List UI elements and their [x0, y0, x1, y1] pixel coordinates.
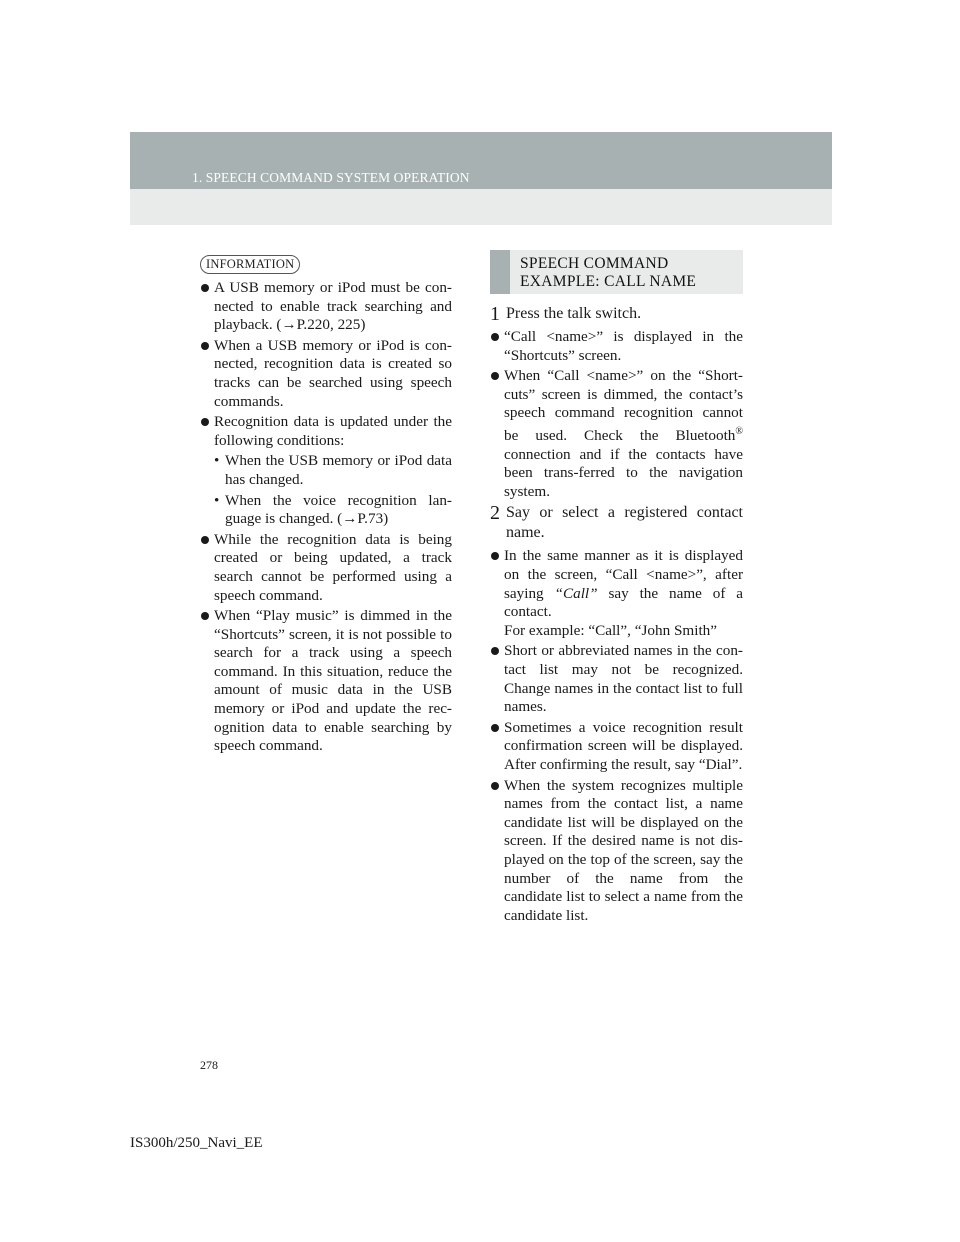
sub-list-item: • When the USB memory or iPod data has changed.: [200, 452, 452, 489]
list-item: Recognition data is updated under the following conditions:: [200, 413, 452, 450]
heading-stripe: [490, 250, 510, 294]
list-item: “Call <name>” is displayed in the “Shortcuts” screen.: [490, 328, 743, 365]
list-item: When “Play music” is dimmed in the “Shortcuts” screen, it is not possible to search for a track using a speech command. In this situation, reduce the amount of music data in the USB memory or iPod and update the rec-ognition data to enable searching by speech command.: [200, 607, 452, 756]
list-item: Sometimes a voice recognition result confirmation screen will be displayed. After confirming the result, say “Dial”.: [490, 719, 743, 775]
header-subband: [130, 189, 832, 225]
step-text: Press the talk switch.: [506, 305, 642, 322]
registered-mark: ®: [735, 425, 743, 437]
step-number: 2: [490, 502, 500, 525]
step-text: Say or select a registered contact name.: [506, 504, 743, 542]
example-heading-line2: EXAMPLE: CALL NAME: [520, 273, 697, 290]
example-heading-line1: SPEECH COMMAND: [520, 255, 669, 272]
list-item: In the same manner as it is displayed on the screen, “Call <name>”, after saying “Call” say the name of a contact. For example: “Call”, “John Smith”: [490, 547, 743, 640]
list-item: A USB memory or iPod must be con-nected to enable track searching and playback. (→P.220, 225): [200, 279, 452, 335]
section-title: 1. SPEECH COMMAND SYSTEM OPERATION: [192, 170, 470, 185]
list-item: When “Call <name>” on the “Short-cuts” screen is dimmed, the contact’s speech command recognition cannot be used. Check the Bluetooth® connection and if the contacts have been trans-ferred to the navigation system.: [490, 367, 743, 501]
example-heading-box: [490, 250, 743, 294]
information-column: [200, 255, 452, 758]
step-1: [490, 304, 743, 324]
step-number: 1: [490, 303, 500, 325]
example-text: For example: “Call”, “John Smith”: [504, 621, 718, 639]
list-item: When the system recognizes multiple names from the contact list, a name candidate list will be displayed on the screen. If the desired name is not dis-played on the top of the screen, say the number of the name from the candidate list to select a name from the candidate list.: [490, 777, 743, 926]
list-item: When a USB memory or iPod is con-nected, recognition data is created so tracks can be searched using speech commands.: [200, 337, 452, 411]
information-tag: INFORMATION: [200, 255, 300, 274]
step-2: [490, 503, 743, 543]
sub-list-item: • When the voice recognition lan-guage is changed. (→P.73): [200, 492, 452, 529]
example-column: [490, 250, 743, 927]
list-item: While the recognition data is being created or being updated, a track search cannot be performed using a speech command.: [200, 531, 452, 605]
list-item: Short or abbreviated names in the con-tact list may not be recognized. Change names in the contact list to full names.: [490, 642, 743, 716]
page-number: 278: [200, 1058, 218, 1072]
example-heading: [520, 255, 696, 291]
footer-model-id: IS300h/250_Navi_EE: [130, 1135, 263, 1151]
